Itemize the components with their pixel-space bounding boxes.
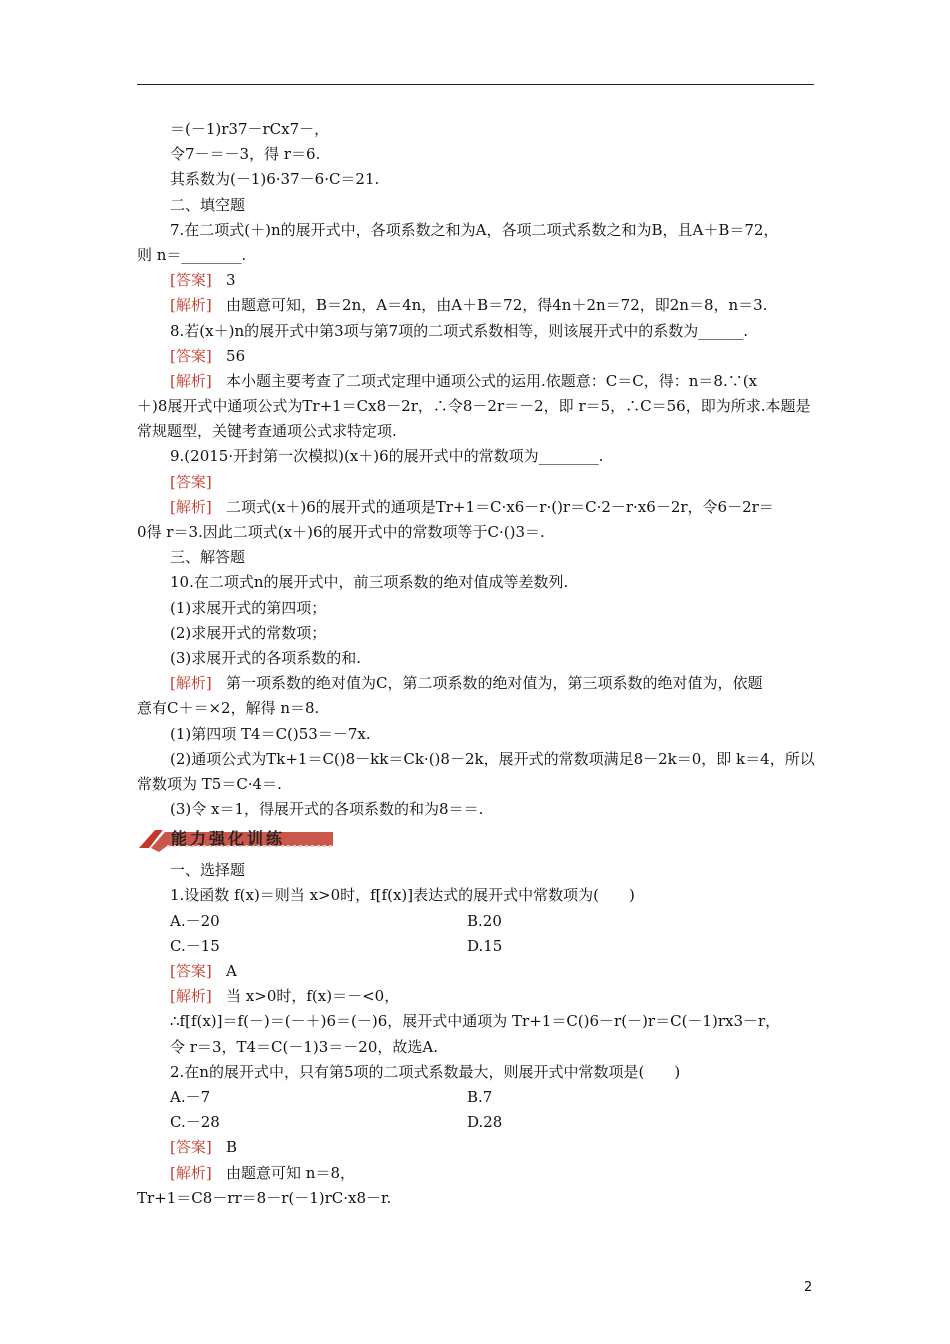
label-tag: [答案] <box>170 271 212 290</box>
option-right: B.20 <box>467 911 502 930</box>
line-text: 本小题主要考查了二项式定理中通项公式的运用.依题意：C＝C，得：n＝8.∵(x <box>226 371 758 390</box>
page-number: 2 <box>804 1280 813 1295</box>
text-line: 常规题型，关键考查通项公式求特定项. <box>137 422 397 441</box>
tagged-line <box>137 470 817 495</box>
option-left: C.－15 <box>170 936 220 955</box>
option-row <box>137 1085 817 1110</box>
line-text: 56 <box>226 346 246 365</box>
text-line: 二、填空题 <box>170 195 246 214</box>
text-line: (1)第四项 T4＝C()53＝－7x. <box>170 724 371 743</box>
tagged-line <box>137 1161 817 1186</box>
option-right: B.7 <box>467 1087 493 1106</box>
text-line: 2.在n的展开式中，只有第5项的二项式系数最大，则展开式中常数项是( ) <box>170 1062 681 1081</box>
line-text: 第一项系数的绝对值为C，第二项系数的绝对值为，第三项系数的绝对值为，依题 <box>226 674 763 693</box>
banner-title: 能力强化训练 <box>171 829 286 849</box>
line-text: 由题意可知，B＝2n，A＝4n，由A＋B＝72，得4n＋2n＝72，即2n＝8，n＝3. <box>226 296 768 315</box>
line-text: A <box>226 962 237 980</box>
label-tag: [答案] <box>170 1138 212 1157</box>
text-line: 常数项为 T5＝C·4＝. <box>137 774 282 793</box>
text-line: 0得 r＝3.因此二项式(x＋)6的展开式中的常数项等于C·()3＝. <box>137 523 545 541</box>
label-tag: [解析] <box>170 674 212 693</box>
text-line: 意有C＋＝×2，解得 n＝8. <box>137 699 320 718</box>
option-left: C.－28 <box>170 1113 220 1132</box>
text-line: ∴f[f(x)]＝f(－)＝(－＋)6＝(－)6，展开式中通项为 Tr+1＝C()6－r(－)r＝C(－1)rx3－r， <box>170 1012 781 1031</box>
line-text: B <box>226 1138 238 1157</box>
tagged-line <box>137 293 817 318</box>
option-right: D.15 <box>467 936 503 955</box>
text-line: (3)求展开式的各项系数的和. <box>170 648 362 667</box>
text-line: 1.设函数 f(x)＝则当 x>0时，f[f(x)]表达式的展开式中常数项为( ) <box>170 886 635 905</box>
text-line: 7.在二项式(＋)n的展开式中，各项系数之和为A，各项二项式系数之和为B，且A＋B＝72， <box>170 220 779 239</box>
label-tag: [解析] <box>170 1163 212 1182</box>
text-line: 三、解答题 <box>170 548 246 567</box>
section-banner <box>137 822 817 858</box>
text-line: 令7－＝－3，得 r＝6. <box>170 145 321 164</box>
option-row <box>137 1110 817 1135</box>
text-line: 10.在二项式n的展开式中，前三项系数的绝对值成等差数列. <box>170 573 569 592</box>
line-text: 当 x>0时，f(x)＝－<0， <box>226 987 400 1006</box>
text-line: 一、选择题 <box>170 861 246 880</box>
tagged-line <box>137 1135 817 1160</box>
option-row <box>137 934 817 959</box>
text-line: Tr+1＝C8－rr＝8－r(－1)rC·x8－r. <box>137 1188 392 1207</box>
label-tag: [解析] <box>170 371 212 390</box>
text-line: 则 n＝________. <box>137 245 247 264</box>
text-line: (2)通项公式为Tk+1＝C()8－kk＝Ck·()8－2k，展开式的常数项满足8－2k＝0，即 k＝4，所以 <box>170 749 815 768</box>
text-line: (3)令 x＝1，得展开式的各项系数的和为8＝＝. <box>170 800 484 819</box>
label-tag: [解析] <box>170 497 212 516</box>
text-line: 9.(2015·开封第一次模拟)(x＋)6的展开式中的常数项为________. <box>170 447 604 466</box>
label-tag: [答案] <box>170 962 212 980</box>
tagged-line <box>137 984 817 1009</box>
label-tag: [答案] <box>170 472 212 491</box>
text-line: (2)求展开式的常数项； <box>170 623 327 642</box>
text-line: 8.若(x＋)n的展开式中第3项与第7项的二项式系数相等，则该展开式中的系数为______. <box>170 321 748 340</box>
section-training <box>137 858 817 1211</box>
page-content <box>137 117 817 1211</box>
label-tag: [答案] <box>170 346 212 365</box>
label-tag: [解析] <box>170 296 212 315</box>
line-text: 3 <box>226 271 236 290</box>
tagged-line <box>137 369 817 394</box>
option-right: D.28 <box>467 1113 503 1132</box>
line-text: 由题意可知 n＝8， <box>226 1163 356 1182</box>
text-line: (1)求展开式的第四项； <box>170 598 327 617</box>
tagged-line <box>137 268 817 293</box>
text-line: 其系数为(－1)6·37－6·C＝21. <box>170 170 380 189</box>
text-line: ＝(－1)r37－rCx7－， <box>170 120 330 138</box>
text-line: ＋)8展开式中通项公式为Tr+1＝Cx8－2r，∴令8－2r＝－2，即 r＝5，∴C＝56，即为所求.本题是 <box>137 397 811 416</box>
line-text: 二项式(x＋)6的展开式的通项是Tr+1＝C·x6－r·()r＝C·2－r·x6－2r，令6－2r＝ <box>226 497 774 516</box>
tagged-line <box>137 959 817 984</box>
tagged-line <box>137 495 817 520</box>
option-row <box>137 909 817 934</box>
header-rule <box>137 84 814 85</box>
text-line: 令 r＝3，T4＝C(－1)3＝－20，故选A. <box>170 1037 438 1056</box>
option-left: A.－7 <box>170 1087 211 1106</box>
label-tag: [解析] <box>170 987 212 1006</box>
tagged-line <box>137 671 817 696</box>
section-answers <box>137 117 817 822</box>
option-left: A.－20 <box>170 911 220 930</box>
tagged-line <box>137 344 817 369</box>
